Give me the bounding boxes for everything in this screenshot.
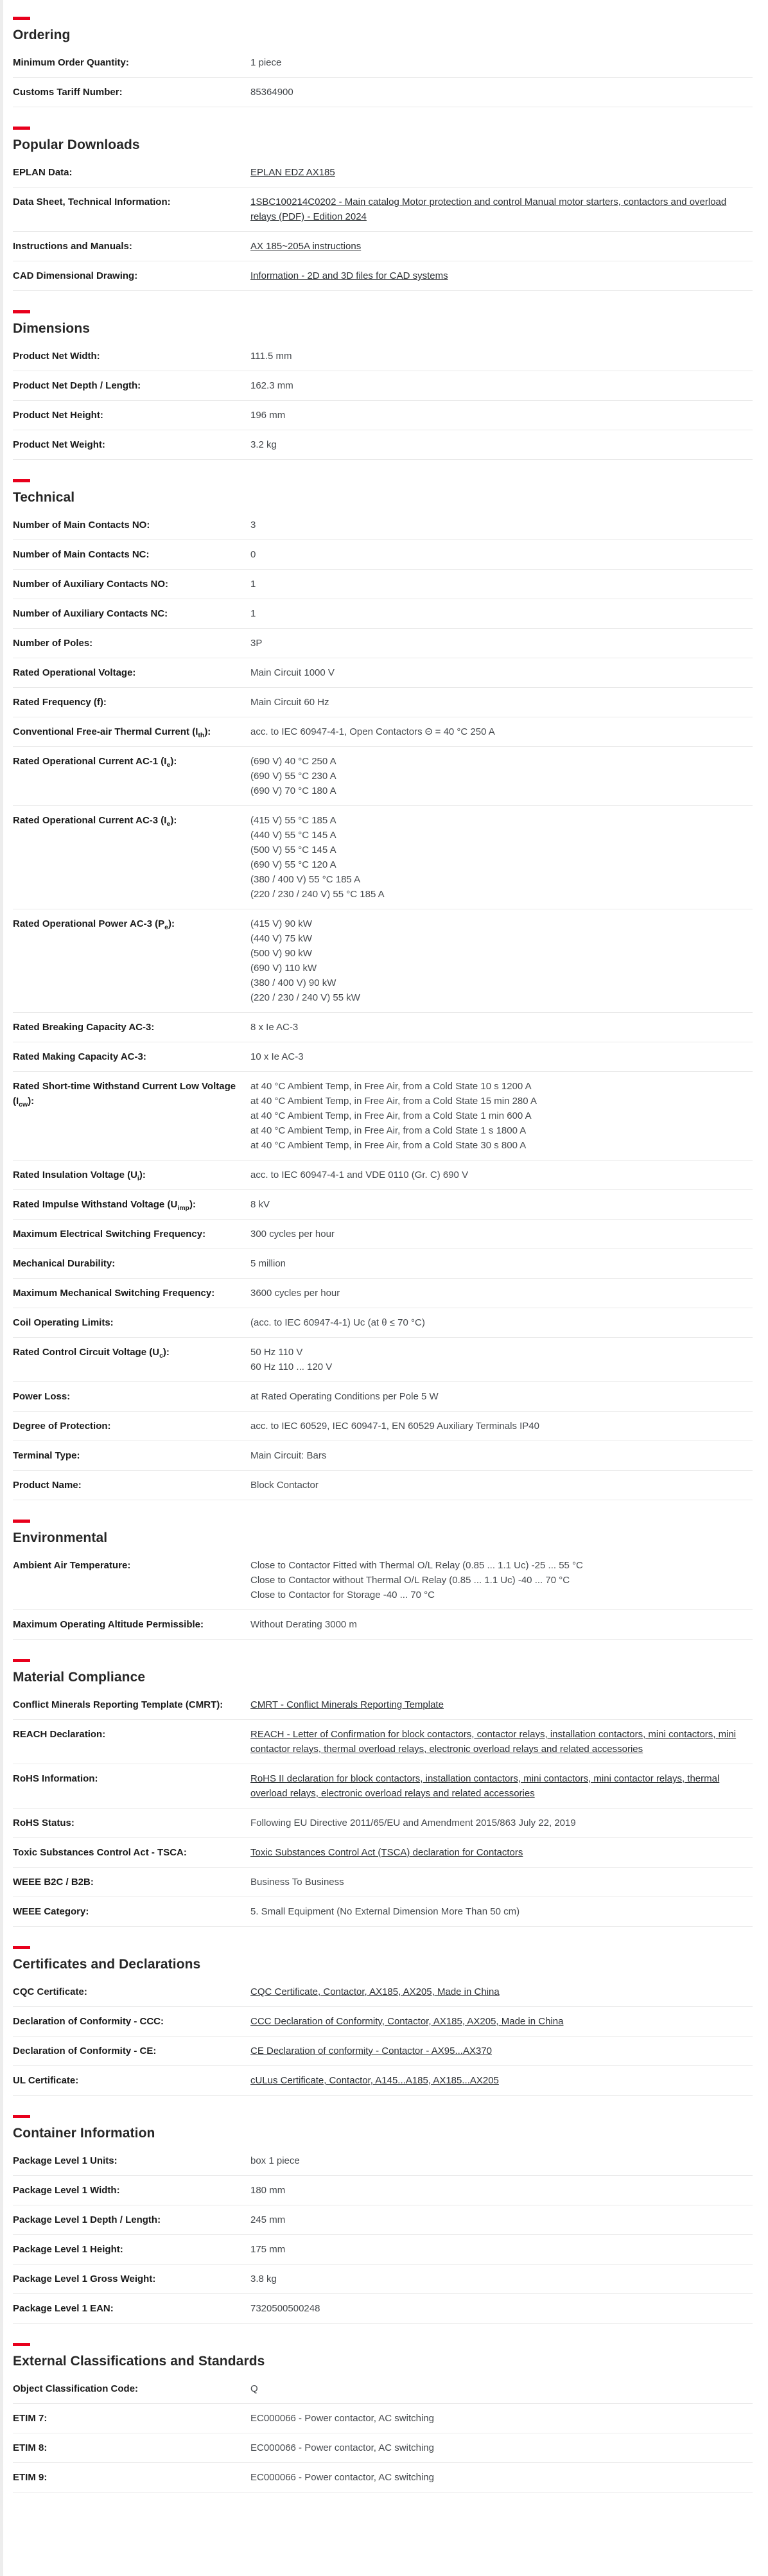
spec-label: Number of Auxiliary Contacts NC: (13, 608, 168, 619)
section-accent-bar (13, 1659, 30, 1662)
spec-value-line: 1 (250, 608, 256, 619)
spec-value-line: Close to Contactor for Storage -40 ... 70 °C (250, 1590, 435, 1600)
section-title: Container Information (13, 2126, 155, 2141)
spec-value-line: Without Derating 3000 m (250, 1619, 357, 1630)
spec-row-number-of-main-contacts-no (13, 511, 753, 540)
spec-value (250, 1049, 753, 1064)
spec-value-line: Main Circuit: Bars (250, 1450, 327, 1461)
spec-value-line: EC000066 - Power contactor, AC switching (250, 2413, 434, 2424)
section-accent-bar (13, 127, 30, 130)
spec-label: Rated Short-time Withstand Current Low Voltage $(I_{cw})$: (13, 1081, 236, 1108)
spec-value-line: 5 million (250, 1258, 286, 1269)
spec-row-weee-b2c-b2b (13, 1868, 753, 1897)
spec-row-number-of-auxiliary-contacts-nc (13, 599, 753, 629)
label-subscript: e (166, 761, 171, 769)
spec-label: EPLAN Data: (13, 167, 73, 178)
spec-value-link[interactable]: 1SBC100214C0202 - Main catalog Motor protection and control Manual motor starters, contactors and overload relays (PDF) - Edition 2024 (250, 197, 727, 222)
spec-row-reach-declaration (13, 1720, 753, 1764)
spec-value (250, 2301, 753, 2316)
spec-row-minimum-order-quantity (13, 48, 753, 78)
spec-value (250, 1079, 753, 1153)
section-title: Technical (13, 490, 75, 505)
spec-value (250, 2183, 753, 2198)
spec-value-line (250, 239, 753, 254)
spec-value-link[interactable]: REACH - Letter of Confirmation for block contactors, contactor relays, installation contactors, mini contactors, mini contactor relays, thermal overload relays, electronic overload relays and related accessories (250, 1729, 737, 1755)
spec-value-line: at 40 °C Ambient Temp, in Free Air, from a Cold State 15 min 280 A (250, 1096, 537, 1107)
spec-value (250, 1875, 753, 1889)
section-title: External Classifications and Standards (13, 2354, 265, 2369)
spec-value-line: 7320500500248 (250, 2303, 320, 2314)
spec-label: Declaration of Conformity - CE: (13, 2046, 157, 2056)
spec-value-line: 3 (250, 520, 256, 530)
spec-label: Coil Operating Limits: (13, 1317, 114, 1328)
spec-value (250, 1419, 753, 1433)
spec-value-link[interactable]: Toxic Substances Control Act (TSCA) declaration for Contactors (250, 1847, 523, 1858)
spec-value (250, 1286, 753, 1301)
spec-value-line: 60 Hz 110 ... 120 V (250, 1362, 333, 1372)
spec-row-package-level-1-depth-length (13, 2205, 753, 2235)
spec-value-line: (220 / 230 / 240 V) 55 °C 185 A (250, 889, 385, 900)
spec-value-line: (500 V) 90 kW (250, 948, 312, 959)
spec-value-line: (acc. to IEC 60947-4-1) Uc (at θ ≤ 70 °C) (250, 1317, 425, 1328)
spec-row-rated-control-circuit-voltage-uc (13, 1338, 753, 1382)
spec-value-line (250, 268, 753, 283)
spec-label: Declaration of Conformity - CCC: (13, 2016, 164, 2027)
spec-value (250, 1389, 753, 1404)
spec-value-line: Business To Business (250, 1877, 344, 1888)
spec-value-line: 245 mm (250, 2214, 286, 2225)
spec-value-line: (380 / 400 V) 90 kW (250, 977, 336, 988)
spec-label: Number of Main Contacts NC: (13, 549, 150, 560)
spec-value-line: EC000066 - Power contactor, AC switching (250, 2472, 434, 2483)
section-accent-bar (13, 17, 30, 20)
spec-value (250, 2411, 753, 2426)
spec-value-line: box 1 piece (250, 2155, 300, 2166)
spec-value-line: Q (250, 2383, 258, 2394)
spec-label: Rated Insulation Voltage $(U_i)$: (13, 1170, 146, 1182)
spec-label: Number of Main Contacts NO: (13, 520, 150, 530)
spec-row-instructions-and-manuals (13, 232, 753, 261)
spec-row-maximum-electrical-switching-frequency (13, 1220, 753, 1249)
spec-label: Product Name: (13, 1480, 82, 1491)
spec-label: Maximum Operating Altitude Permissible: (13, 1619, 204, 1630)
section-title: Environmental (13, 1530, 108, 1545)
spec-label: ETIM 7: (13, 2413, 48, 2424)
spec-row-etim-9 (13, 2463, 753, 2493)
spec-row-conflict-minerals-reporting-template-cmrt (13, 1690, 753, 1720)
spec-label: Rated Operational Current AC-1 $(I_e)$: (13, 756, 177, 769)
section-title: Ordering (13, 28, 71, 42)
spec-value (250, 2212, 753, 2227)
spec-label: Object Classification Code: (13, 2383, 139, 2394)
label-subscript: i (137, 1175, 139, 1182)
spec-value-line: (415 V) 55 °C 185 A (250, 815, 336, 826)
spec-value-line: 10 x Ie AC-3 (250, 1051, 304, 1062)
spec-label: Rated Operational Current AC-3 $(I_e)$: (13, 815, 177, 828)
spec-row-rated-operational-current-ac-3-ie (13, 806, 753, 909)
spec-value (250, 916, 753, 1005)
spec-value (250, 349, 753, 364)
spec-value-line: Close to Contactor without Thermal O/L Relay (0.85 ... 1.1 Uc) -40 ... 70 °C (250, 1575, 570, 1586)
section-accent-bar (13, 2115, 30, 2118)
spec-value (250, 1985, 753, 1999)
spec-value-line: 0 (250, 549, 256, 560)
spec-value-line: 3.2 kg (250, 439, 277, 450)
spec-label: CQC Certificate: (13, 1986, 87, 1997)
section-accent-bar (13, 2343, 30, 2346)
spec-value-line: 50 Hz 110 V (250, 1347, 303, 1358)
spec-value-line (250, 1771, 753, 1801)
spec-row-product-net-weight (13, 430, 753, 460)
spec-value-link[interactable]: CCC Declaration of Conformity, Contactor, AX185, AX205, Made in China (250, 2016, 564, 2027)
spec-value-line: (380 / 400 V) 55 °C 185 A (250, 874, 361, 885)
spec-label: Power Loss: (13, 1391, 71, 1402)
spec-label: Conventional Free-air Thermal Current $(I_{th})$: (13, 726, 211, 739)
spec-row-etim-7 (13, 2404, 753, 2433)
spec-value-line: EC000066 - Power contactor, AC switching (250, 2442, 434, 2453)
spec-value-line: (690 V) 40 °C 250 A (250, 756, 336, 767)
label-subscript: e (166, 820, 171, 828)
spec-value-link[interactable]: CQC Certificate, Contactor, AX185, AX205, Made in China (250, 1986, 500, 1997)
spec-value-line: acc. to IEC 60947-4-1 and VDE 0110 (Gr. C) 690 V (250, 1170, 469, 1180)
spec-value-line: 175 mm (250, 2244, 286, 2255)
spec-value-line: Following EU Directive 2011/65/EU and Amendment 2015/863 July 22, 2019 (250, 1818, 576, 1828)
spec-value (250, 2272, 753, 2286)
spec-value-line (250, 2014, 753, 2029)
spec-row-terminal-type (13, 1441, 753, 1471)
spec-row-package-level-1-height (13, 2235, 753, 2265)
spec-value-line: (690 V) 70 °C 180 A (250, 785, 336, 796)
section-accent-bar (13, 1520, 30, 1523)
spec-label: Product Net Weight: (13, 439, 105, 450)
spec-row-conventional-free-air-thermal-current-ith (13, 717, 753, 747)
spec-row-power-loss (13, 1382, 753, 1412)
spec-row-rohs-status (13, 1809, 753, 1838)
section-dimensions (13, 291, 753, 460)
spec-label: Rated Operational Voltage: (13, 667, 136, 678)
section-ordering (13, 1, 753, 107)
spec-value-line: 8 x Ie AC-3 (250, 1022, 299, 1033)
spec-label: Maximum Electrical Switching Frequency: (13, 1229, 206, 1240)
spec-label: Rated Breaking Capacity AC-3: (13, 1022, 155, 1033)
spec-row-rohs-information (13, 1764, 753, 1809)
spec-value-line: 1 (250, 579, 256, 590)
spec-value-line: (690 V) 55 °C 120 A (250, 859, 336, 870)
spec-row-data-sheet-technical-information (13, 188, 753, 232)
spec-value-line: at 40 °C Ambient Temp, in Free Air, from a Cold State 10 s 1200 A (250, 1081, 532, 1092)
spec-row-cqc-certificate (13, 1977, 753, 2007)
spec-label: Rated Operational Power AC-3 $(P_e)$: (13, 918, 175, 931)
spec-value-line: (690 V) 110 kW (250, 963, 317, 974)
spec-value-line: Block Contactor (250, 1480, 319, 1491)
spec-value (250, 2440, 753, 2455)
spec-row-declaration-of-conformity-ccc (13, 2007, 753, 2037)
spec-value (250, 1256, 753, 1271)
section-certificates-and-declarations (13, 1927, 753, 2096)
spec-value (250, 2153, 753, 2168)
spec-label: ETIM 8: (13, 2442, 48, 2453)
spec-value (250, 1816, 753, 1830)
spec-label: Mechanical Durability: (13, 1258, 116, 1269)
spec-label: Package Level 1 EAN: (13, 2303, 114, 2314)
spec-value-link[interactable]: CE Declaration of conformity - Contactor - AX95...AX370 (250, 2046, 493, 2056)
spec-value-line: 85364900 (250, 87, 293, 98)
spec-value (250, 239, 753, 254)
section-title: Certificates and Declarations (13, 1957, 201, 1972)
spec-label: RoHS Information: (13, 1773, 98, 1784)
spec-value (250, 165, 753, 180)
spec-value (250, 1448, 753, 1463)
spec-value (250, 195, 753, 224)
spec-value (250, 518, 753, 532)
spec-value (250, 606, 753, 621)
spec-value-line: Close to Contactor Fitted with Thermal O/L Relay (0.85 ... 1.1 Uc) -25 ... 55 °C (250, 1560, 583, 1571)
spec-value (250, 85, 753, 100)
spec-value-line: at Rated Operating Conditions per Pole 5 W (250, 1391, 439, 1402)
spec-value (250, 378, 753, 393)
spec-value-link[interactable]: CMRT - Conflict Minerals Reporting Template (250, 1699, 444, 1710)
spec-value-link[interactable]: Information - 2D and 3D files for CAD systems (250, 270, 448, 281)
spec-value (250, 2242, 753, 2257)
spec-value-line: at 40 °C Ambient Temp, in Free Air, from a Cold State 30 s 800 A (250, 1140, 527, 1151)
section-title: Dimensions (13, 321, 91, 336)
spec-label: Data Sheet, Technical Information: (13, 197, 171, 207)
spec-value (250, 1617, 753, 1632)
spec-value-link[interactable]: cULus Certificate, Contactor, A145...A185, AX185...AX205 (250, 2075, 499, 2086)
spec-row-rated-breaking-capacity-ac-3 (13, 1013, 753, 1042)
spec-value (250, 1558, 753, 1602)
spec-row-number-of-auxiliary-contacts-no (13, 570, 753, 599)
spec-value-line: (690 V) 55 °C 230 A (250, 771, 336, 782)
spec-value-line (250, 1845, 753, 1860)
spec-label: Customs Tariff Number: (13, 87, 123, 98)
spec-label: Maximum Mechanical Switching Frequency: (13, 1288, 215, 1299)
spec-row-object-classification-code (13, 2374, 753, 2404)
spec-value-line: 196 mm (250, 410, 286, 421)
spec-label: Rated Making Capacity AC-3: (13, 1051, 146, 1062)
section-technical (13, 460, 753, 1500)
spec-value (250, 1315, 753, 1330)
spec-value (250, 724, 753, 739)
spec-row-product-net-width (13, 342, 753, 371)
spec-value-line: 111.5 mm (250, 351, 292, 362)
spec-value-line: at 40 °C Ambient Temp, in Free Air, from a Cold State 1 min 600 A (250, 1110, 532, 1121)
spec-label: ETIM 9: (13, 2472, 48, 2483)
spec-label: Minimum Order Quantity: (13, 57, 129, 68)
spec-row-package-level-1-width (13, 2176, 753, 2205)
spec-value (250, 1345, 753, 1374)
spec-label: WEEE Category: (13, 1906, 89, 1917)
spec-label: Number of Poles: (13, 638, 93, 649)
section-accent-bar (13, 310, 30, 313)
spec-row-ambient-air-temperature (13, 1551, 753, 1610)
section-accent-bar (13, 479, 30, 482)
spec-label: Product Net Height: (13, 410, 103, 421)
section-external-classifications-and-standards (13, 2324, 753, 2493)
section-material-compliance (13, 1640, 753, 1927)
spec-label: Product Net Width: (13, 351, 100, 362)
label-subscript: c (159, 1352, 163, 1360)
spec-row-customs-tariff-number (13, 78, 753, 107)
spec-value-line (250, 1697, 753, 1712)
spec-value-line: 300 cycles per hour (250, 1229, 335, 1240)
spec-label: Product Net Depth / Length: (13, 380, 141, 391)
spec-value-line (250, 1985, 753, 1999)
spec-value (250, 1904, 753, 1919)
spec-value-line (250, 2073, 753, 2088)
spec-value (250, 2014, 753, 2029)
spec-value-line: (415 V) 90 kW (250, 918, 312, 929)
spec-label: Package Level 1 Gross Weight: (13, 2274, 156, 2284)
spec-label: UL Certificate: (13, 2075, 79, 2086)
spec-value-line (250, 195, 753, 224)
spec-row-mechanical-durability (13, 1249, 753, 1279)
spec-row-number-of-main-contacts-nc (13, 540, 753, 570)
spec-value (250, 547, 753, 562)
section-popular-downloads (13, 107, 753, 291)
spec-label: CAD Dimensional Drawing: (13, 270, 138, 281)
spec-row-coil-operating-limits (13, 1308, 753, 1338)
spec-value (250, 55, 753, 70)
spec-value-link[interactable]: EPLAN EDZ AX185 (250, 167, 335, 178)
spec-value (250, 268, 753, 283)
spec-sections (13, 1, 753, 2493)
spec-row-package-level-1-units (13, 2146, 753, 2176)
spec-label: Package Level 1 Height: (13, 2244, 123, 2255)
spec-row-maximum-mechanical-switching-frequency (13, 1279, 753, 1308)
spec-value (250, 754, 753, 798)
spec-row-number-of-poles (13, 629, 753, 658)
spec-row-etim-8 (13, 2433, 753, 2463)
spec-value (250, 636, 753, 651)
spec-value-line: 3.8 kg (250, 2274, 277, 2284)
spec-value-link[interactable]: RoHS II declaration for block contactors, installation contactors, mini contactors, mini contactor relays, thermal overload relays, electronic overload relays and related accessories (250, 1773, 720, 1799)
spec-row-rated-operational-voltage (13, 658, 753, 688)
spec-label: Number of Auxiliary Contacts NO: (13, 579, 168, 590)
label-subscript: cw (19, 1101, 28, 1108)
spec-label: Package Level 1 Width: (13, 2185, 120, 2196)
spec-value (250, 577, 753, 591)
spec-label: Package Level 1 Depth / Length: (13, 2214, 161, 2225)
spec-row-weee-category (13, 1897, 753, 1927)
spec-label: Rated Impulse Withstand Voltage $(U_{imp})$: (13, 1199, 196, 1212)
spec-label: Rated Control Circuit Voltage $(U_c)$: (13, 1347, 170, 1360)
spec-row-rated-frequency-f (13, 688, 753, 717)
spec-value-link[interactable]: AX 185~205A instructions (250, 241, 362, 252)
spec-value-line: acc. to IEC 60947-4-1, Open Contactors Θ = 40 °C 250 A (250, 726, 495, 737)
spec-value-line: 3P (250, 638, 263, 649)
spec-value-line: (440 V) 55 °C 145 A (250, 830, 336, 841)
spec-row-maximum-operating-altitude-permissible (13, 1610, 753, 1640)
spec-label: WEEE B2C / B2B: (13, 1877, 94, 1888)
spec-label: Terminal Type: (13, 1450, 80, 1461)
section-title: Material Compliance (13, 1670, 146, 1685)
spec-row-toxic-substances-control-act-tsca (13, 1838, 753, 1868)
spec-value-line: 180 mm (250, 2185, 286, 2196)
spec-label: Package Level 1 Units: (13, 2155, 118, 2166)
spec-row-eplan-data (13, 158, 753, 188)
spec-value (250, 813, 753, 902)
spec-row-product-net-height (13, 401, 753, 430)
label-subscript: e (164, 924, 168, 931)
spec-row-product-name (13, 1471, 753, 1500)
spec-value-line: 5. Small Equipment (No External Dimension More Than 50 cm) (250, 1906, 520, 1917)
section-title: Popular Downloads (13, 137, 140, 152)
section-environmental (13, 1500, 753, 1640)
spec-value (250, 2470, 753, 2485)
section-accent-bar (13, 1946, 30, 1949)
spec-value-line: acc. to IEC 60529, IEC 60947-1, EN 60529 Auxiliary Terminals IP40 (250, 1421, 539, 1432)
spec-value-line (250, 1727, 753, 1757)
spec-value-line: 8 kV (250, 1199, 270, 1210)
spec-value (250, 1020, 753, 1035)
spec-value-line (250, 165, 753, 180)
spec-row-package-level-1-gross-weight (13, 2265, 753, 2294)
spec-row-package-level-1-ean (13, 2294, 753, 2324)
spec-value (250, 1168, 753, 1182)
spec-label: REACH Declaration: (13, 1729, 106, 1740)
spec-value-line: Main Circuit 1000 V (250, 667, 335, 678)
spec-value-line (250, 2044, 753, 2058)
spec-row-product-net-depth-length (13, 371, 753, 401)
spec-value (250, 408, 753, 423)
spec-value (250, 2073, 753, 2088)
spec-label: Instructions and Manuals: (13, 241, 132, 252)
spec-value (250, 437, 753, 452)
label-subscript: th (198, 732, 205, 739)
spec-row-degree-of-protection (13, 1412, 753, 1441)
spec-value-line: (500 V) 55 °C 145 A (250, 845, 336, 855)
spec-row-declaration-of-conformity-ce (13, 2037, 753, 2066)
spec-value (250, 695, 753, 710)
spec-value-line: 3600 cycles per hour (250, 1288, 340, 1299)
spec-value (250, 1845, 753, 1860)
spec-value-line: 162.3 mm (250, 380, 293, 391)
spec-label: RoHS Status: (13, 1818, 74, 1828)
spec-value-line: Main Circuit 60 Hz (250, 697, 329, 708)
spec-row-rated-making-capacity-ac-3 (13, 1042, 753, 1072)
spec-label: Degree of Protection: (13, 1421, 111, 1432)
spec-label: Conflict Minerals Reporting Template (CMRT): (13, 1699, 223, 1710)
spec-value (250, 1227, 753, 1241)
spec-value-line: at 40 °C Ambient Temp, in Free Air, from a Cold State 1 s 1800 A (250, 1125, 527, 1136)
spec-value (250, 1771, 753, 1801)
spec-value-line: (440 V) 75 kW (250, 933, 312, 944)
spec-value-line: 1 piece (250, 57, 282, 68)
label-subscript: imp (177, 1204, 189, 1212)
spec-row-cad-dimensional-drawing (13, 261, 753, 291)
spec-row-rated-impulse-withstand-voltage-uimp (13, 1190, 753, 1220)
spec-row-rated-short-time-withstand-current-low-voltage-icw (13, 1072, 753, 1161)
spec-label: Ambient Air Temperature: (13, 1560, 131, 1571)
spec-value (250, 1727, 753, 1757)
spec-value (250, 665, 753, 680)
spec-label: Rated Frequency (f): (13, 697, 107, 708)
spec-row-rated-operational-power-ac-3-pe (13, 909, 753, 1013)
spec-value (250, 1478, 753, 1493)
spec-row-ul-certificate (13, 2066, 753, 2096)
spec-value-line: (220 / 230 / 240 V) 55 kW (250, 992, 360, 1003)
spec-row-rated-operational-current-ac-1-ie (13, 747, 753, 806)
spec-label: Toxic Substances Control Act - TSCA: (13, 1847, 187, 1858)
spec-value (250, 2044, 753, 2058)
spec-value (250, 1197, 753, 1212)
spec-value (250, 2381, 753, 2396)
spec-value (250, 1697, 753, 1712)
section-container-information (13, 2096, 753, 2324)
spec-row-rated-insulation-voltage-ui (13, 1161, 753, 1190)
